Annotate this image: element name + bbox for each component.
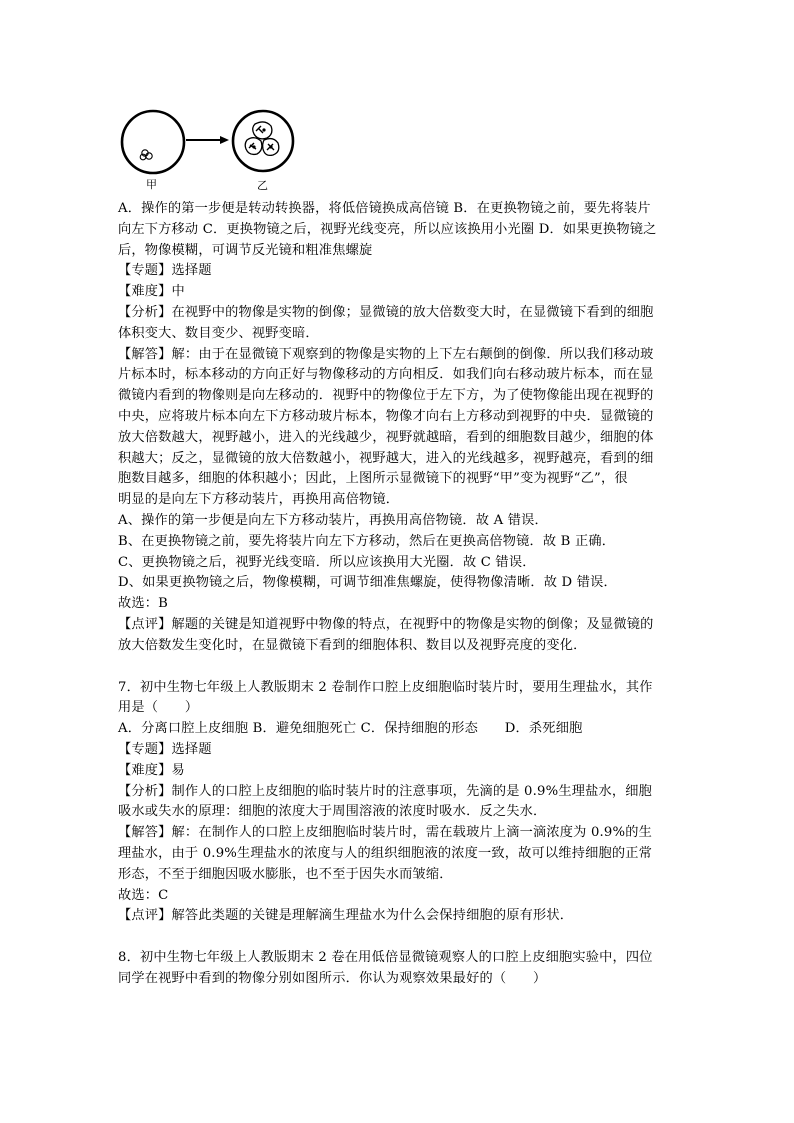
text-line: 放大倍数越大，视野越小，进入的光线越少，视野就越暗，看到的细胞数目越少，细胞的体 bbox=[118, 429, 654, 445]
text-line: 微镜内看到的物像则是向左移动的．视野中的物像位于左下方，为了使物像能出现在视野的 bbox=[118, 388, 654, 404]
field-jia-circle bbox=[122, 111, 184, 173]
text-line: 【点评】解题的关键是知道视野中物像的特点，在视野中的物像是实物的倒像；及显微镜的 bbox=[118, 616, 654, 632]
text-line: D、如果更换物镜之后，物像模糊，可调节细准焦螺旋，使得物像清晰．故 D 错误． bbox=[118, 575, 617, 591]
text-line: 【专题】选择题 bbox=[118, 263, 212, 279]
text-line: 7．初中生物七年级上人教版期末 2 卷制作口腔上皮细胞临时装片时，要用生理盐水，其作 bbox=[118, 679, 653, 695]
answer-text-body bbox=[118, 199, 683, 990]
text-line: 【解答】解：在制作人的口腔上皮细胞临时装片时，需在载玻片上滴一滴浓度为 0.9%的生 bbox=[118, 825, 653, 841]
text-line: 明显的是向左下方移动装片，再换用高倍物镜． bbox=[118, 492, 400, 508]
text-line: 理盐水，由于 0.9%生理盐水的浓度与人的组织细胞液的浓度一致，故可以维持细胞的正常 bbox=[118, 845, 653, 861]
text-line: 【难度】易 bbox=[118, 762, 185, 778]
text-line: 向左下方移动 C．更换物镜之后，视野光线变亮，所以应该换用小光圈 D．如果更换物镜之 bbox=[118, 221, 657, 237]
text-line: 中央，应将玻片标本向左下方移动玻片标本，物像才向右上方移动到视野的中央．显微镜的 bbox=[118, 408, 654, 424]
text-line: 胞数目越多，细胞的体积越小；因此，上图所示显微镜下的视野“甲”变为视野“乙”，很 bbox=[118, 471, 628, 487]
text-line: 积越大；反之，显微镜的放大倍数越小，视野越大，进入的光线越多，视野越亮，看到的细 bbox=[118, 450, 654, 466]
paragraph-gap bbox=[118, 657, 683, 678]
text-line: 体积变大、数目变少、视野变暗． bbox=[118, 325, 319, 341]
text-line: 形态，不至于细胞因吸水膨胀，也不至于因失水而皱缩． bbox=[118, 866, 453, 882]
text-line: 【分析】制作人的口腔上皮细胞的临时装片时的注意事项，先滴的是 0.9%生理盐水，细胞 bbox=[118, 783, 653, 799]
text-line: 用是（ ） bbox=[118, 700, 199, 716]
text-line: B、在更换物镜之前，要先将装片向左下方移动，然后在更换高倍物镜．故 B 正确． bbox=[118, 533, 616, 549]
text-line: 吸水或失水的原理：细胞的浓度大于周围溶液的浓度时吸水．反之失水． bbox=[118, 804, 547, 820]
text-line: 片标本时，标本移动的方向正好与物像移动的方向相反．如我们向右移动玻片标本，而在显 bbox=[118, 367, 654, 383]
text-line: 同学在视野中看到的物像分别如图所示．你认为观察效果最好的（ ） bbox=[118, 970, 547, 986]
text-line: A．分离口腔上皮细胞 B．避免细胞死亡 C．保持细胞的形态 D．杀死细胞 bbox=[118, 721, 583, 737]
text-line: 【解答】解：由于在显微镜下观察到的物像是实物的上下左右颠倒的倒像．所以我们移动玻 bbox=[118, 346, 654, 362]
text-line: A、操作的第一步便是向左下方移动装片，再换用高倍物镜．故 A 错误． bbox=[118, 512, 548, 528]
text-line: 故选：C bbox=[118, 887, 169, 903]
arrow-head bbox=[220, 136, 229, 144]
text-line: 【分析】在视野中的物像是实物的倒像；显微镜的放大倍数变大时，在显微镜下看到的细胞 bbox=[118, 304, 654, 320]
text-line: 【点评】解答此类题的关键是理解滴生理盐水为什么会保持细胞的原有形状． bbox=[118, 908, 574, 924]
text-line: A．操作的第一步便是转动转换器，将低倍镜换成高倍镜 B．在更换物镜之前，要先将装片 bbox=[118, 201, 651, 216]
text-line: 故选：B bbox=[118, 596, 169, 612]
text-line: 【专题】选择题 bbox=[118, 741, 212, 757]
text-line: 后，物像模糊，可调节反光镜和粗准焦螺旋 bbox=[118, 242, 373, 258]
label-jia: 甲 bbox=[146, 178, 157, 191]
text-line: 放大倍数发生变化时，在显微镜下看到的细胞体积、数目以及视野亮度的变化． bbox=[118, 637, 587, 653]
microscope-field-figure bbox=[118, 100, 318, 196]
label-yi: 乙 bbox=[257, 179, 268, 192]
text-line: 【难度】中 bbox=[118, 284, 185, 300]
text-line: C、更换物镜之后，视野光线变暗．所以应该换用大光圈．故 C 错误． bbox=[118, 554, 536, 570]
paragraph-gap bbox=[118, 927, 683, 948]
text-line: 8．初中生物七年级上人教版期末 2 卷在用低倍显微镜观察人的口腔上皮细胞实验中，四位 bbox=[118, 950, 653, 966]
